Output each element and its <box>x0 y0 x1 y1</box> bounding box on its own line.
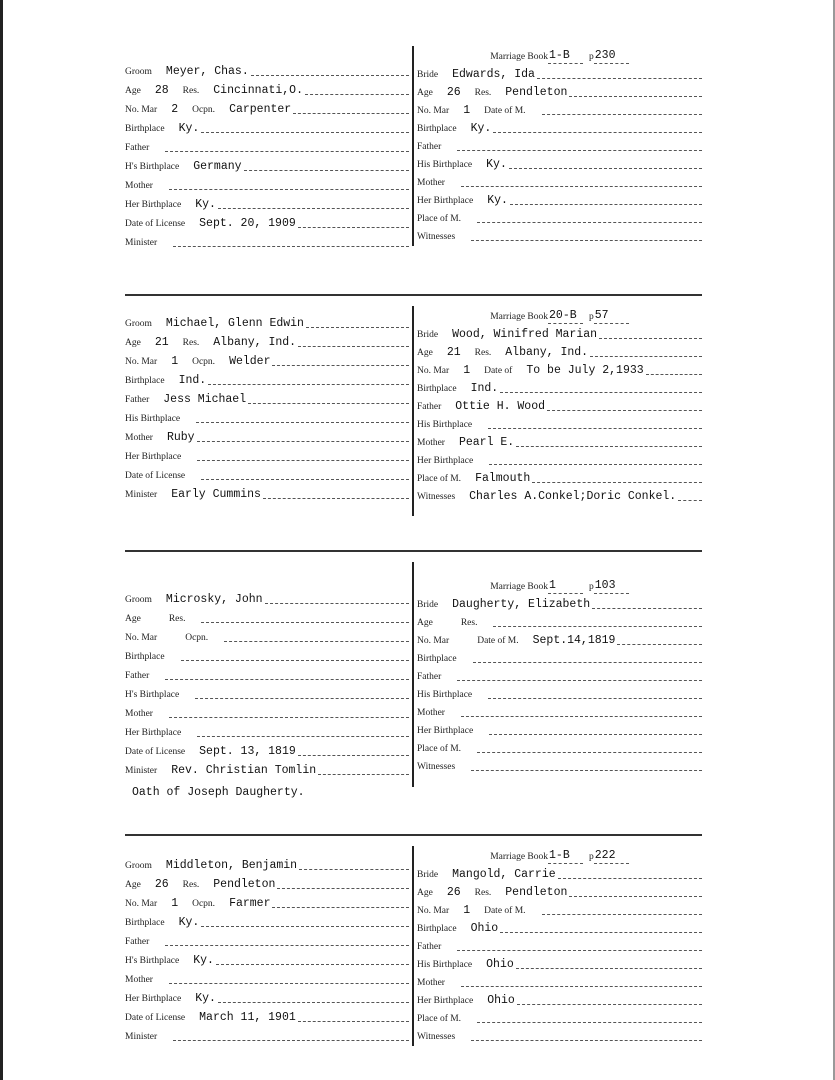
field-label: Mother <box>125 181 153 191</box>
field-row-age <box>417 82 702 100</box>
field-label: Ocpn. <box>192 899 216 909</box>
field-value: Ind. <box>178 374 207 387</box>
marriage-book-label: Marriage Book <box>490 52 549 62</box>
field-value: Ky. <box>486 158 507 171</box>
field-label: Birthplace <box>417 384 457 394</box>
field-label: Groom <box>125 67 152 77</box>
field-label: Date of M. <box>484 906 526 916</box>
field-label: Res. <box>182 338 200 348</box>
field-row-no-mar <box>125 98 409 117</box>
field-row-birthplace <box>125 911 409 930</box>
field-value: Welder <box>229 355 271 368</box>
field-row-minister <box>125 231 409 250</box>
field-value: Cincinnati,O. <box>213 84 303 97</box>
field-value: Albany, Ind. <box>505 346 589 359</box>
groom-column <box>125 312 409 502</box>
field-row-father <box>125 664 409 683</box>
field-row-mother <box>125 968 409 987</box>
marriage-book-header <box>417 46 702 64</box>
field-row-no-mar <box>417 360 702 378</box>
field-label: Birthplace <box>125 376 165 386</box>
page-label: p <box>589 852 594 862</box>
field-row-father <box>125 930 409 949</box>
field-value: March 11, 1901 <box>199 1011 296 1024</box>
marriage-book-header <box>417 576 702 594</box>
field-label: Date of M. <box>477 636 519 646</box>
field-label: Minister <box>125 766 158 776</box>
field-row-her-birthplace <box>417 450 702 468</box>
field-row-age <box>125 79 409 98</box>
field-value: Sept. 20, 1909 <box>199 217 296 230</box>
field-row-father <box>417 936 702 954</box>
field-row-groom <box>125 312 409 331</box>
field-value: Ky. <box>195 198 216 211</box>
field-label: Father <box>417 142 442 152</box>
field-value: Edwards, Ida <box>452 68 535 81</box>
field-value: 1 <box>463 904 471 917</box>
field-label: Her Birthplace <box>125 994 182 1004</box>
field-value: Ottie H. Wood <box>455 400 545 413</box>
field-label: Witnesses <box>417 762 456 772</box>
field-row-mother <box>125 702 409 721</box>
field-row-father <box>417 396 702 414</box>
field-label: No. Mar <box>417 366 450 376</box>
bride-column <box>417 846 702 1044</box>
field-label: Res. <box>474 88 492 98</box>
field-label: Birthplace <box>417 124 457 134</box>
field-label: Age <box>417 618 433 628</box>
field-value: Jess Michael <box>163 393 247 406</box>
field-label: No. Mar <box>417 106 450 116</box>
field-label: Witnesses <box>417 232 456 242</box>
field-row-birthplace <box>417 918 702 936</box>
field-value: Germany <box>193 160 242 173</box>
field-value: Ind. <box>470 382 499 395</box>
field-value: 1 <box>463 364 471 377</box>
field-label: Date of License <box>125 1013 186 1023</box>
field-label: Age <box>417 888 433 898</box>
field-value: Microsky, John <box>165 593 263 606</box>
field-value <box>455 1043 469 1044</box>
field-label: Mother <box>125 709 153 719</box>
field-label: H's Birthplace <box>125 162 180 172</box>
field-label: Witnesses <box>417 492 456 502</box>
field-label: Ocpn. <box>185 633 209 643</box>
page-number: 103 <box>594 579 629 594</box>
field-value: 28 <box>154 84 169 97</box>
bride-column <box>417 306 702 504</box>
field-label: Father <box>125 395 150 405</box>
field-label: Birthplace <box>417 924 457 934</box>
field-value: Ohio <box>486 958 514 971</box>
field-value: Mangold, Carrie <box>452 868 556 881</box>
field-value: Charles A.Conkel;Doric Conkel. <box>469 490 677 503</box>
field-value: Meyer, Chas. <box>165 65 249 78</box>
field-label: Father <box>125 143 150 153</box>
field-row-no-mar <box>125 350 409 369</box>
field-label: H's Birthplace <box>125 690 180 700</box>
field-row-place-of-m- <box>417 468 702 486</box>
field-row-his-birthplace <box>417 414 702 432</box>
field-label: Bride <box>417 330 439 340</box>
field-row-birthplace <box>125 117 409 136</box>
field-row-age <box>125 607 409 626</box>
field-row-his-birthplace <box>417 954 702 972</box>
field-label: H's Birthplace <box>125 956 180 966</box>
card-separator-line <box>125 294 702 296</box>
marriage-book-label: Marriage Book <box>490 582 549 592</box>
field-value: Ky. <box>195 992 216 1005</box>
field-label: Mother <box>417 708 445 718</box>
field-value: To be July 2,1933 <box>526 364 644 377</box>
field-label: Res. <box>474 348 492 358</box>
field-label: Place of M. <box>417 1014 462 1024</box>
field-value: 2 <box>171 103 179 116</box>
field-row-groom <box>125 854 409 873</box>
field-value: 26 <box>446 86 461 99</box>
field-value: 21 <box>154 336 169 349</box>
field-label: Res. <box>168 614 186 624</box>
field-row-bride <box>417 324 702 342</box>
field-row-date-of-license <box>125 1006 409 1025</box>
card-note: Oath of Joseph Daugherty. <box>132 786 305 799</box>
field-row-groom <box>125 588 409 607</box>
field-row-birthplace <box>417 378 702 396</box>
field-row-place-of-m- <box>417 1008 702 1026</box>
marriage-book-number: 1-B <box>548 849 583 864</box>
field-label: Age <box>417 348 433 358</box>
page-number: 230 <box>594 49 629 64</box>
field-row-date-of-license <box>125 740 409 759</box>
field-row-her-birthplace <box>125 721 409 740</box>
field-row-place-of-m- <box>417 738 702 756</box>
field-row-h-s-birthplace <box>125 155 409 174</box>
field-value: Carpenter <box>229 103 292 116</box>
marriage-book-label: Marriage Book <box>490 312 549 322</box>
field-row-age <box>417 612 702 630</box>
field-label: Res. <box>182 880 200 890</box>
field-label: Her Birthplace <box>125 728 182 738</box>
field-row-mother <box>125 426 409 445</box>
field-label: Her Birthplace <box>417 196 474 206</box>
field-label: Place of M. <box>417 474 462 484</box>
field-value: Albany, Ind. <box>213 336 297 349</box>
field-label: Bride <box>417 870 439 880</box>
column-divider <box>412 846 414 1046</box>
field-row-witnesses <box>417 1026 702 1044</box>
field-label: Age <box>417 88 433 98</box>
field-label: His Birthplace <box>417 690 473 700</box>
field-row-minister <box>125 759 409 778</box>
field-value: Daugherty, Elizabeth <box>452 598 591 611</box>
field-label: Ocpn. <box>192 357 216 367</box>
field-row-father <box>125 388 409 407</box>
field-label: Mother <box>125 975 153 985</box>
field-row-mother <box>417 972 702 990</box>
marriage-book-number: 1-B <box>548 49 583 64</box>
field-value: 1 <box>171 897 179 910</box>
field-value: 26 <box>446 886 461 899</box>
field-row-mother <box>417 172 702 190</box>
groom-column <box>125 854 409 1044</box>
field-value: Michael, Glenn Edwin <box>165 317 304 330</box>
field-label: Date of License <box>125 747 186 757</box>
field-label: Her Birthplace <box>417 996 474 1006</box>
field-label: Father <box>417 672 442 682</box>
field-label: Witnesses <box>417 1032 456 1042</box>
field-label: Age <box>125 880 141 890</box>
bride-column <box>417 46 702 244</box>
field-value: 1 <box>171 355 179 368</box>
field-value: Ky. <box>487 194 508 207</box>
field-row-bride <box>417 64 702 82</box>
field-label: His Birthplace <box>417 160 473 170</box>
field-row-witnesses <box>417 486 702 504</box>
field-label: Bride <box>417 70 439 80</box>
field-value: Pearl E. <box>458 436 515 449</box>
field-label: Date of License <box>125 471 186 481</box>
field-value: 1 <box>463 104 471 117</box>
field-row-witnesses <box>417 226 702 244</box>
field-row-age <box>125 331 409 350</box>
field-row-date-of-license <box>125 464 409 483</box>
field-value: Sept. 13, 1819 <box>199 745 296 758</box>
field-label: No. Mar <box>125 633 158 643</box>
field-value <box>455 773 469 774</box>
field-label: Birthplace <box>417 654 457 664</box>
field-row-his-birthplace <box>125 407 409 426</box>
field-label: Father <box>125 937 150 947</box>
card-separator-line <box>125 834 702 836</box>
field-label: Mother <box>417 178 445 188</box>
field-row-h-s-birthplace <box>125 683 409 702</box>
field-label: Groom <box>125 861 152 871</box>
field-label: Minister <box>125 238 158 248</box>
field-value: Wood, Winifred Marian <box>452 328 598 341</box>
field-label: Minister <box>125 490 158 500</box>
field-label: Age <box>125 86 141 96</box>
field-label: Bride <box>417 600 439 610</box>
field-row-mother <box>125 174 409 193</box>
field-value: Pendleton <box>505 886 568 899</box>
field-row-no-mar <box>417 100 702 118</box>
field-label: Mother <box>417 978 445 988</box>
field-label: His Birthplace <box>125 414 181 424</box>
field-label: Birthplace <box>125 124 165 134</box>
field-value: Ky. <box>178 122 200 135</box>
field-row-mother <box>417 702 702 720</box>
field-row-father <box>417 666 702 684</box>
field-label: Mother <box>125 433 153 443</box>
field-label: Her Birthplace <box>417 726 474 736</box>
field-value: Sept.14,1819 <box>532 634 616 647</box>
field-value: Ruby <box>166 431 195 444</box>
field-value: 21 <box>446 346 461 359</box>
field-value: Ohio <box>487 994 515 1007</box>
field-value: Middleton, Benjamin <box>165 859 298 872</box>
field-label: No. Mar <box>125 357 158 367</box>
marriage-book-header <box>417 846 702 864</box>
field-row-no-mar <box>417 630 702 648</box>
field-row-his-birthplace <box>417 684 702 702</box>
marriage-book-number: 1 <box>548 579 583 594</box>
field-value: Pendleton <box>505 86 568 99</box>
field-row-birthplace <box>125 369 409 388</box>
field-label: Father <box>417 942 442 952</box>
field-row-her-birthplace <box>417 720 702 738</box>
field-row-no-mar <box>125 892 409 911</box>
field-value: Farmer <box>229 897 271 910</box>
column-divider <box>412 306 414 516</box>
marriage-book-label: Marriage Book <box>490 852 549 862</box>
page-number: 57 <box>594 309 629 324</box>
field-label: Date of M. <box>484 106 526 116</box>
page-label: p <box>589 582 594 592</box>
field-label: His Birthplace <box>417 960 473 970</box>
field-row-no-mar <box>125 626 409 645</box>
field-label: Age <box>125 338 141 348</box>
field-row-witnesses <box>417 756 702 774</box>
field-label: No. Mar <box>417 636 450 646</box>
marriage-book-number: 20-B <box>548 309 583 324</box>
field-value: 26 <box>154 878 169 891</box>
field-row-mother <box>417 432 702 450</box>
field-label: Mother <box>417 438 445 448</box>
field-row-her-birthplace <box>417 190 702 208</box>
field-label: His Birthplace <box>417 420 473 430</box>
field-label: Ocpn. <box>192 105 216 115</box>
card-separator-line <box>125 550 702 552</box>
field-row-place-of-m- <box>417 208 702 226</box>
field-row-birthplace <box>125 645 409 664</box>
field-label: Place of M. <box>417 744 462 754</box>
field-label: Res. <box>474 888 492 898</box>
field-label: Father <box>125 671 150 681</box>
field-label: Her Birthplace <box>125 452 182 462</box>
field-row-birthplace <box>417 648 702 666</box>
groom-column <box>125 60 409 250</box>
column-divider <box>412 46 414 246</box>
column-divider <box>412 562 414 787</box>
field-value <box>157 1043 171 1044</box>
field-row-her-birthplace <box>125 987 409 1006</box>
bride-column <box>417 576 702 774</box>
page-number: 222 <box>594 849 629 864</box>
field-value: Falmouth <box>475 472 531 485</box>
field-label: Father <box>417 402 442 412</box>
field-label: Birthplace <box>125 918 165 928</box>
field-label: No. Mar <box>125 105 158 115</box>
marriage-book-header <box>417 306 702 324</box>
field-value: Ohio <box>470 922 499 935</box>
field-label: Age <box>125 614 141 624</box>
field-value <box>157 249 171 250</box>
field-label: No. Mar <box>417 906 450 916</box>
field-value: Rev. Christian Tomlin <box>171 764 317 777</box>
field-row-minister <box>125 1025 409 1044</box>
field-label: Place of M. <box>417 214 462 224</box>
field-row-bride <box>417 864 702 882</box>
field-label: Her Birthplace <box>417 456 474 466</box>
field-label: No. Mar <box>125 899 158 909</box>
field-label: Res. <box>182 86 200 96</box>
field-label: Her Birthplace <box>125 200 182 210</box>
page-label: p <box>589 52 594 62</box>
field-value: Ky. <box>193 954 214 967</box>
field-row-minister <box>125 483 409 502</box>
field-label: Minister <box>125 1032 158 1042</box>
field-row-no-mar <box>417 900 702 918</box>
scan-left-edge <box>0 0 3 1080</box>
field-row-her-birthplace <box>125 193 409 212</box>
page-label: p <box>589 312 594 322</box>
field-value: Ky. <box>178 916 200 929</box>
field-label: Date of <box>484 366 513 376</box>
field-label: Groom <box>125 319 152 329</box>
field-row-age <box>125 873 409 892</box>
field-row-bride <box>417 594 702 612</box>
field-label: Res. <box>460 618 478 628</box>
field-row-her-birthplace <box>125 445 409 464</box>
field-row-her-birthplace <box>417 990 702 1008</box>
field-label: Birthplace <box>125 652 165 662</box>
field-row-father <box>417 136 702 154</box>
field-row-birthplace <box>417 118 702 136</box>
field-row-age <box>417 342 702 360</box>
field-value: Pendleton <box>213 878 276 891</box>
groom-column <box>125 588 409 778</box>
field-row-age <box>417 882 702 900</box>
field-label: Date of License <box>125 219 186 229</box>
field-row-h-s-birthplace <box>125 949 409 968</box>
field-value: Ky. <box>470 122 492 135</box>
field-label: Groom <box>125 595 152 605</box>
field-row-groom <box>125 60 409 79</box>
field-value <box>455 243 469 244</box>
field-value: Early Cummins <box>171 488 261 501</box>
field-row-father <box>125 136 409 155</box>
field-row-date-of-license <box>125 212 409 231</box>
field-row-his-birthplace <box>417 154 702 172</box>
